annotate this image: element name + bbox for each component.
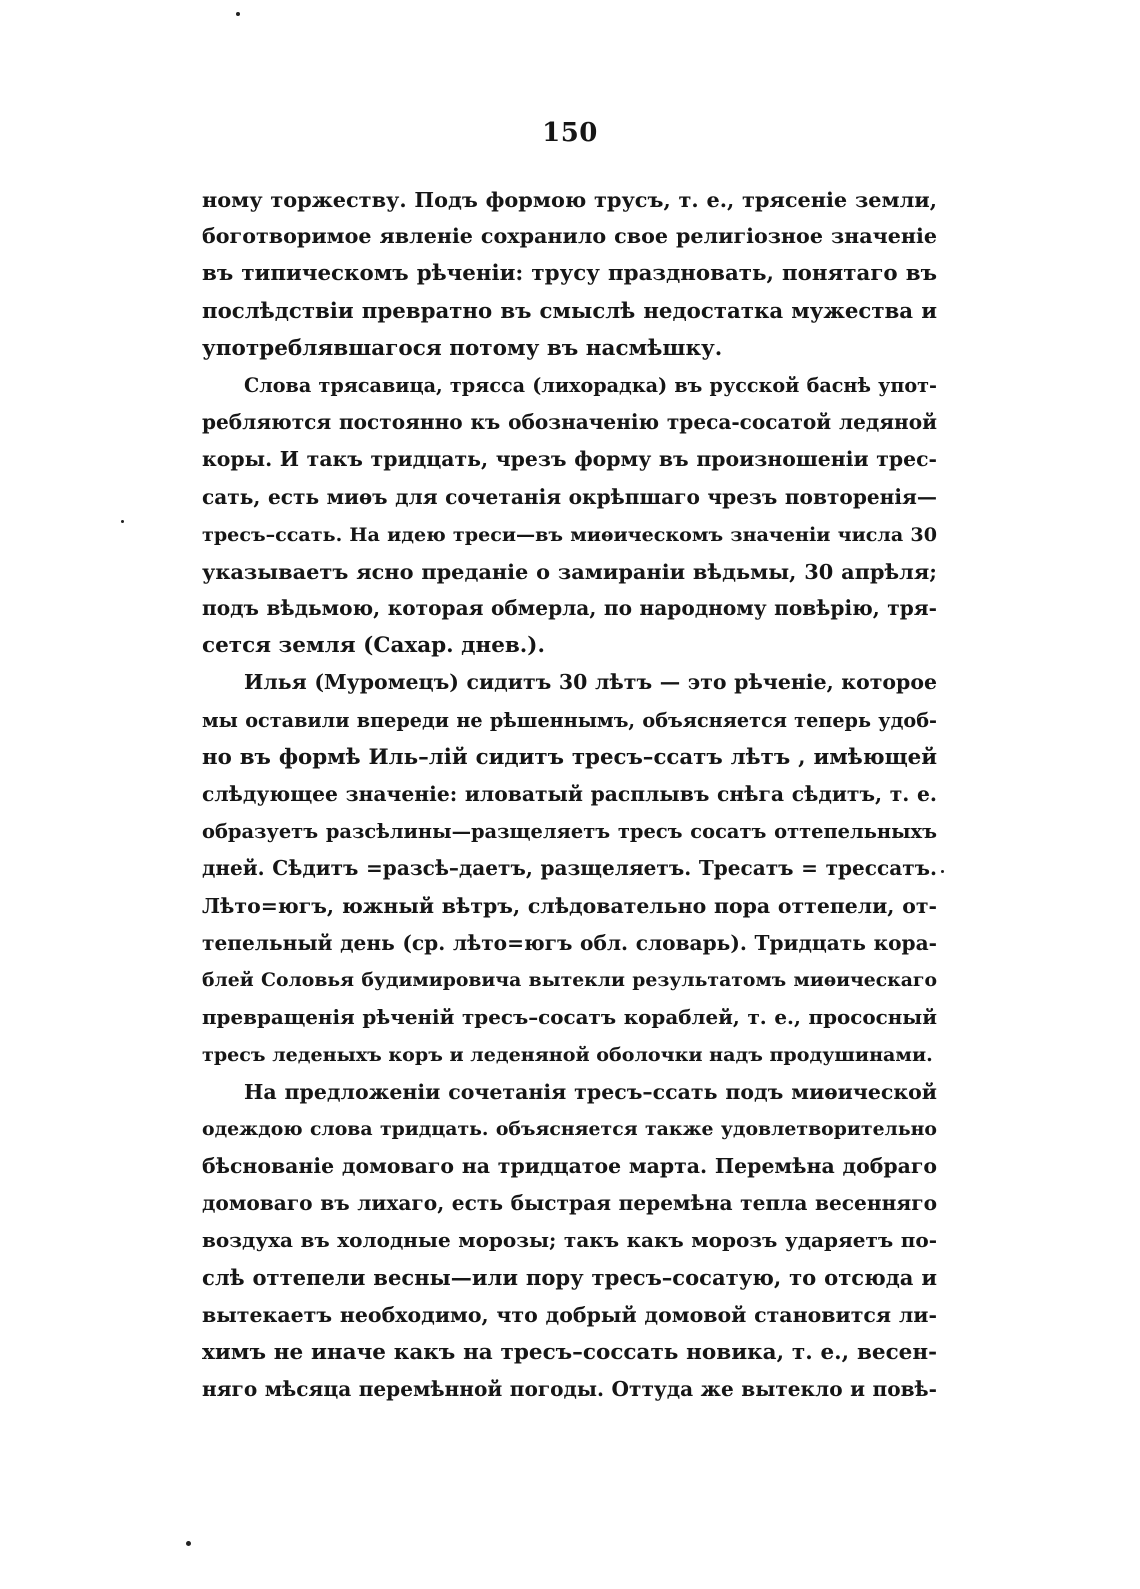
text-line: сать, есть миѳъ для сочетанія окрѣпшаго чрезъ повторенія— [202,484,937,509]
text-line: дней. Сѣдитъ =разсѣ–даетъ, разщеляетъ. Тресатъ = трессатъ. [202,856,937,881]
text-line: послѣдствіи превратно въ смыслѣ недостатка мужества и [202,298,937,324]
text-line: слѣ оттепели весны—или пору тресъ–сосатую, то отсюда и [202,1265,937,1291]
text-line: одеждою слова тридцать. объясняется также удовлетворительно [202,1117,937,1140]
text-line: подъ вѣдьмою, которая обмерла, по народному повѣрію, тря- [202,596,937,621]
text-line: ребляются постоянно къ обозначенію треса-сосатой ледяной [202,410,937,435]
text-line: Лѣто=югъ, южный вѣтръ, слѣдовательно пора оттепели, от- [202,893,937,918]
text-line: боготворимое явленіе сохранило свое религіозное значеніе [202,224,937,249]
text-line: домоваго въ лихаго, есть быстрая перемѣна тепла весенняго [202,1191,937,1216]
text-line: коры. И такъ тридцать, чрезъ форму въ произношеніи трес- [202,447,937,472]
text-line: сется земля (Сахар. днев.). [202,633,545,659]
text-line: воздуха въ холодные морозы; такъ какъ морозъ ударяетъ по- [202,1228,937,1253]
text-line: образуетъ разсѣлины—разщеляетъ тресъ сосатъ оттепельныхъ [202,820,937,844]
scan-speck [236,12,240,16]
scan-speck [121,520,124,523]
paragraph [202,181,937,367]
page-number: 150 [542,118,598,148]
paragraph [202,1074,937,1409]
text-line: мы оставили впереди не рѣшеннымъ, объясняется теперь удоб- [202,708,937,732]
text-line: На предложеніи сочетанія тресъ–ссать подъ миѳической [244,1079,937,1104]
text-line: но въ формѣ Иль–лій сидитъ тресъ–ссатъ лѣтъ , имѣющей [202,744,937,770]
text-line: въ типическомъ рѣченіи: трусу праздновать, понятаго въ [202,261,937,287]
text-line: вытекаетъ необходимо, что добрый домовой становится ли- [202,1302,937,1327]
text-line: Слова трясавица, трясса (лихорадка) въ русской баснѣ упот- [244,373,937,397]
text-line: химъ не иначе какъ на тресъ–соссать новика, т. е., весен- [202,1339,937,1365]
text-line: няго мѣсяца перемѣнной погоды. Оттуда же вытекло и повѣ- [202,1377,937,1401]
text-line: указываетъ ясно преданіе о замираніи вѣдьмы, 30 апрѣля; [202,558,937,584]
text-line: блей Соловья будимировича вытекли результатомъ миѳическаго [202,968,937,991]
text-line: тресъ леденыхъ коръ и леденяной оболочки надъ продушинами. [202,1043,933,1067]
text-line: тепельный день (ср. лѣто=югъ обл. словарь). Тридцать кора- [202,930,937,955]
text-line: бѣснованіе домоваго на тридцатое марта. Перемѣна добраго [202,1153,937,1178]
text-line: употреблявшагося потому въ насмѣшку. [202,335,723,361]
paragraph [202,664,937,1073]
scan-speck [941,870,944,873]
scan-speck [186,1541,191,1546]
text-line: Илья (Муромецъ) сидитъ 30 лѣтъ — это рѣченіе, которое [244,670,937,695]
text-line: слѣдующее значеніе: иловатый расплывъ снѣга сѣдитъ, т. е. [202,782,937,806]
paragraph [202,367,937,665]
text-line: превращенія рѣченій тресъ–сосатъ кораблей, т. е., прососный [202,1005,937,1030]
text-line: ному торжеству. Подъ формою трусъ, т. е., трясеніе земли, [202,187,937,212]
text-body [202,181,937,1408]
text-line: тресъ–ссать. На идею треси—въ миѳическомъ значеніи числа 30 [202,522,937,546]
